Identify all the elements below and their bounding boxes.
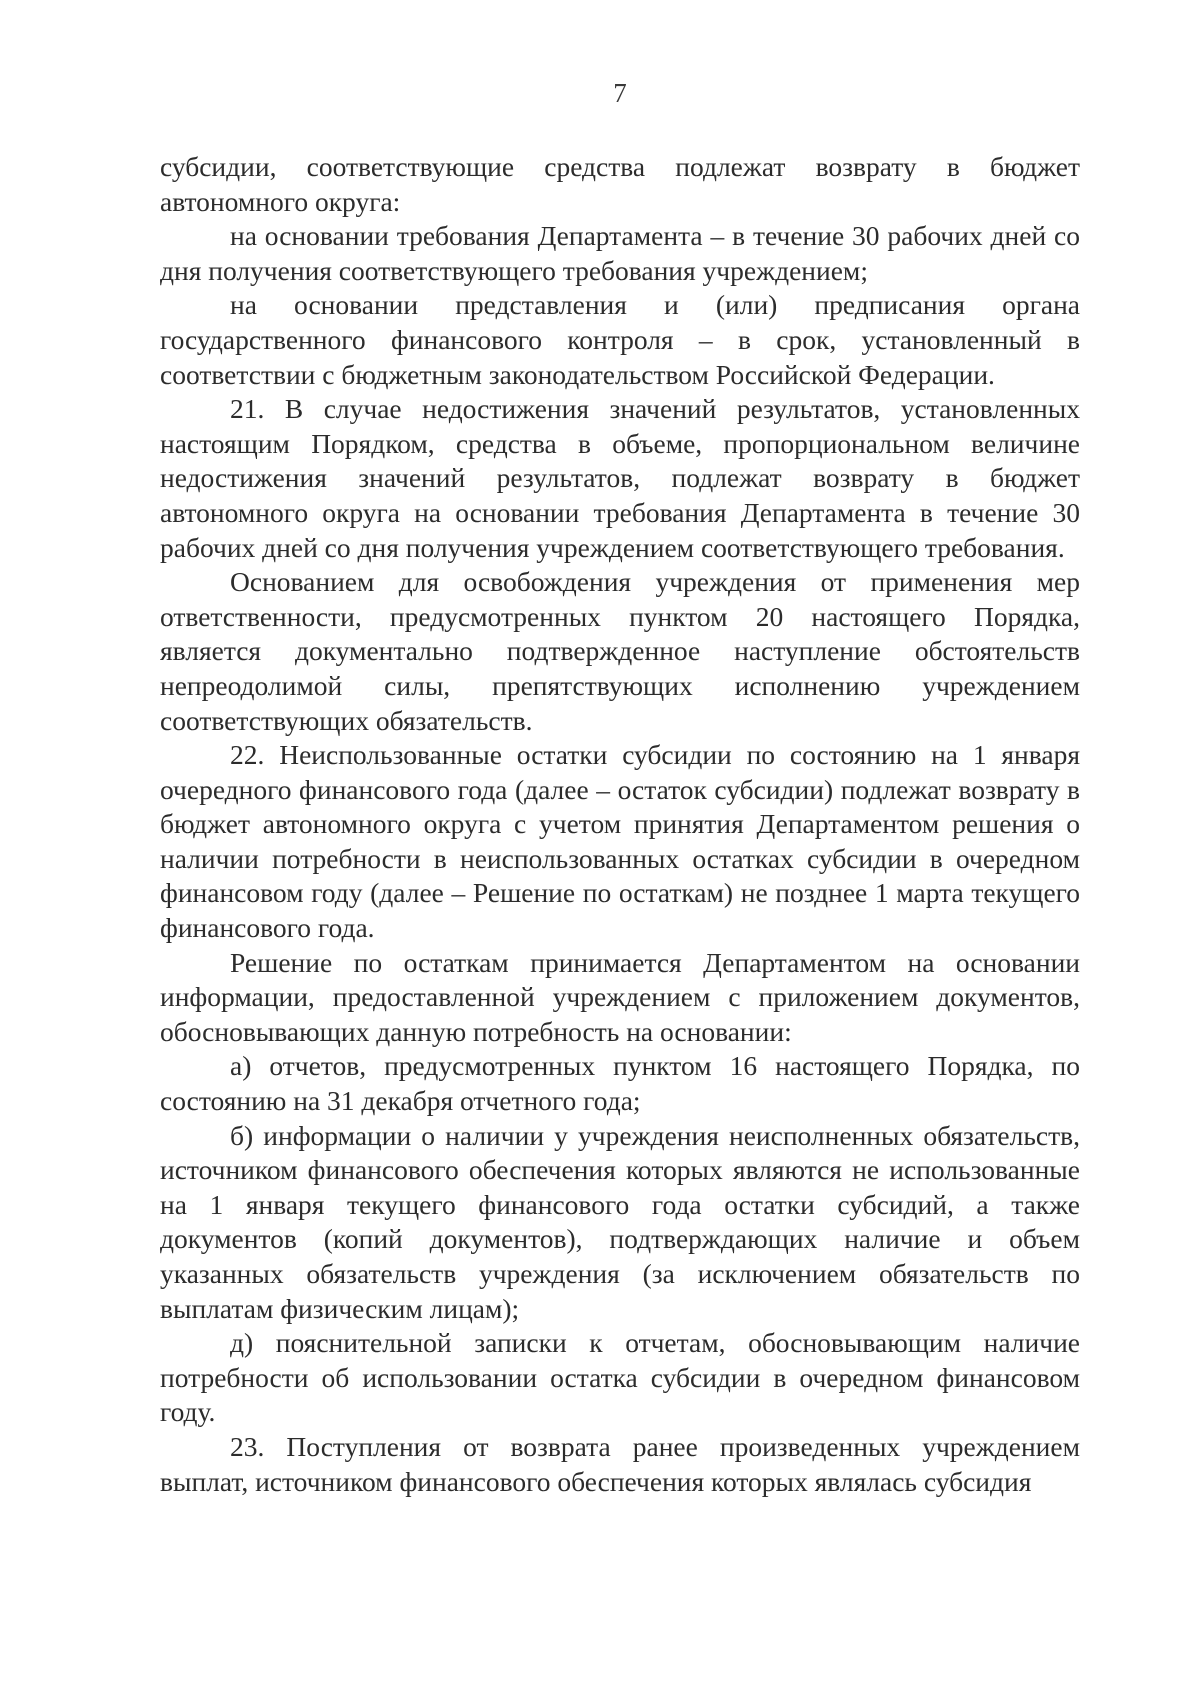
- document-body: [160, 150, 1080, 1499]
- list-item-d: д) пояснительной записки к отчетам, обосновывающим наличие потребности об использовании остатка субсидии в очередном финансовом году.: [160, 1327, 1080, 1428]
- list-item-a: а) отчетов, предусмотренных пунктом 16 настоящего Порядка, по состоянию на 31 декабря отчетного года;: [160, 1050, 1080, 1117]
- paragraph-department-requirement: на основании требования Департамента – в течение 30 рабочих дней со дня получения соответствующего требования учреждением;: [160, 220, 1080, 286]
- paragraph-clause-21: 21. В случае недостижения значений результатов, установленных настоящим Порядком, средства в объеме, пропорциональном величине недостижения значений результатов, подлежат возврату в бюджет автономного округа на основании требования Департамента в течение 30 рабочих дней со дня получения учреждением соответствующего требования.: [160, 393, 1080, 563]
- page-number: 7: [613, 78, 627, 108]
- paragraph-clause-22: 22. Неиспользованные остатки субсидии по состоянию на 1 января очередного финансового года (далее – остаток субсидии) подлежат возврату в бюджет автономного округа с учетом принятия Департаментом решения о наличии потребности в неиспользованных остатках субсидии в очередном финансовом году (далее – Решение по остаткам) не позднее 1 марта текущего финансового года.: [160, 739, 1080, 944]
- paragraph-decision-remainders: Решение по остаткам принимается Департаментом на основании информации, предоставленной учреждением с приложением документов, обосновывающих данную потребность на основании:: [160, 946, 1080, 1047]
- paragraph-clause-23: 23. Поступления от возврата ранее произведенных учреждением выплат, источником финансового обеспечения которых являлась субсидия: [160, 1430, 1080, 1497]
- list-item-b: б) информации о наличии у учреждения неисполненных обязательств, источником финансового обеспечения которых являются не использованные на 1 января текущего финансового года остатки субсидий, а также документов (копий документов), подтверждающих наличие и объем указанных обязательств учреждения (за исключением обязательств по выплатам физическим лицам);: [160, 1119, 1080, 1324]
- paragraph-continuation: субсидии, соответствующие средства подлежат возврату в бюджет автономного округа:: [160, 151, 1080, 217]
- paragraph-financial-control: на основании представления и (или) предписания органа государственного финансового контроля – в срок, установленный в соответствии с бюджетным законодательством Российской Федерации.: [160, 289, 1080, 390]
- paragraph-force-majeure: Основанием для освобождения учреждения от применения мер ответственности, предусмотренных пунктом 20 настоящего Порядка, является документально подтвержденное наступление обстоятельств непреодолимой силы, препятствующих исполнению учреждением соответствующих обязательств.: [160, 566, 1080, 736]
